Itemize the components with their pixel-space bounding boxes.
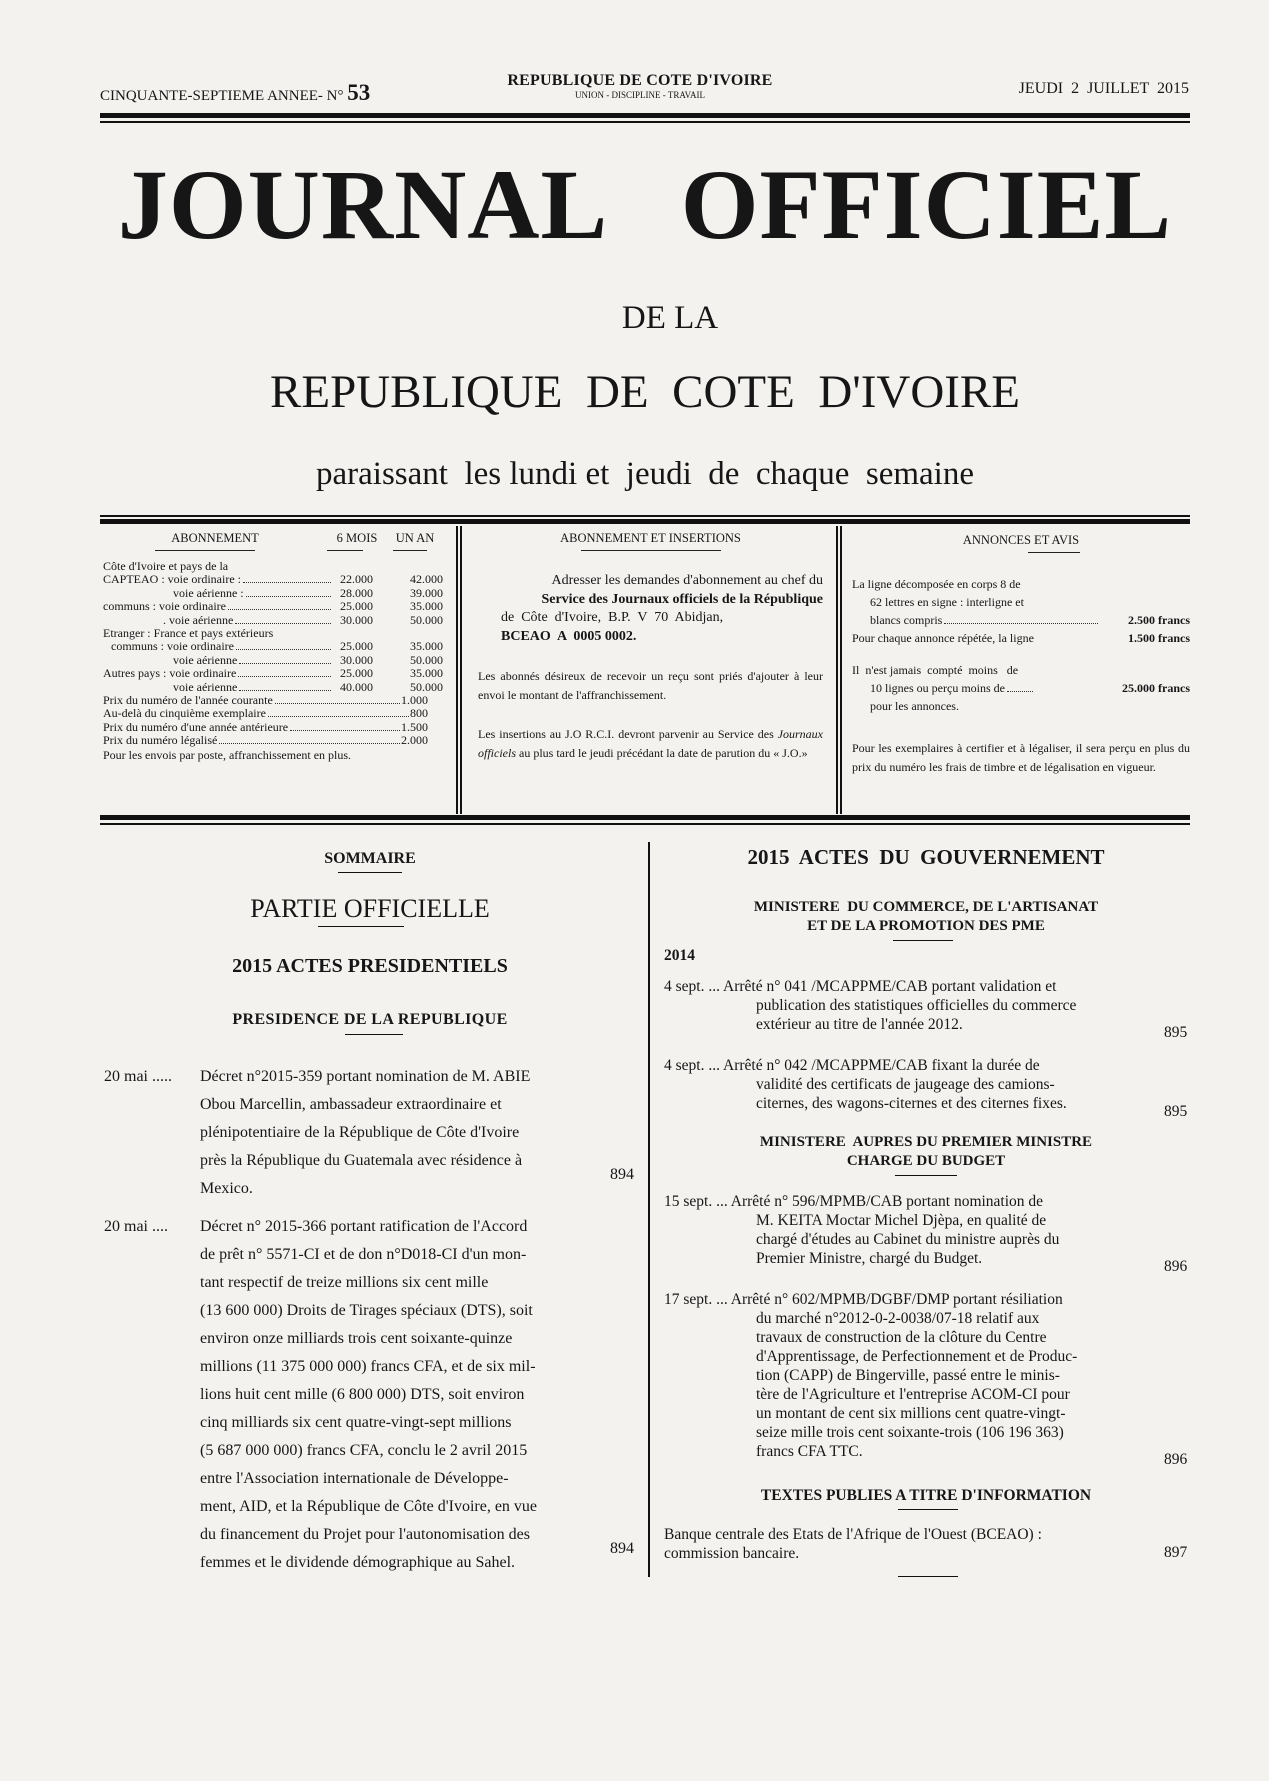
subscription-6m-value: 25.000 [340, 666, 373, 681]
country-name: REPUBLIQUE DE COTE D'IVOIRE [507, 72, 773, 89]
subscription-row-text: communs : voie ordinaire [103, 599, 226, 614]
price-label: Prix du numéro légalisé [103, 733, 218, 748]
entry-line: Mexico. [200, 1180, 253, 1197]
subscription-1y-value [373, 627, 443, 640]
entry-line: travaux de construction de la clôture du Centre [756, 1329, 1047, 1346]
subscription-1y-value: 50.000 [410, 612, 443, 627]
subscription-row-text: CAPTEAO : voie ordinaire : [103, 572, 241, 587]
box-divider-1b [460, 526, 462, 814]
entry-line: tion (CAPP) de Bingerville, passé entre le minis- [756, 1367, 1060, 1384]
subscription-row-label [103, 667, 333, 680]
entry-text [200, 1063, 600, 1203]
address-intro: Adresser les demandes d'abonnement au chef du [551, 573, 823, 588]
subscription-row [103, 560, 443, 573]
orci-note [478, 725, 823, 762]
gouvernement-entry[interactable] [664, 1056, 1188, 1120]
column-divider [648, 842, 650, 1577]
entry-page: 896 [1164, 1258, 1188, 1275]
price-row [103, 734, 443, 747]
address-service: Service des Journaux officiels de la République [541, 591, 823, 607]
price-label: Prix du numéro de l'année courante [103, 693, 273, 708]
receipt-note: Les abonnés désireux de recevoir un reçu sont priés d'ajouter à leur envoi le montant de l'affranchissement. [478, 669, 823, 702]
ministry-budget-line2: CHARGE DU BUDGET [846, 1153, 1006, 1169]
entry-line: Premier Ministre, chargé du Budget. [756, 1250, 983, 1267]
textes-heading: TEXTES PUBLIES A TITRE D'INFORMATION [760, 1487, 1092, 1504]
sommaire-heading: SOMMAIRE [324, 850, 416, 867]
subscription-row-text: Côte d'Ivoire et pays de la [103, 559, 229, 573]
country-header [470, 72, 810, 100]
textes-underline [898, 1509, 958, 1510]
subscription-header-label: ABONNEMENT [171, 531, 259, 545]
box-divider-2 [836, 526, 838, 814]
issue-date: JEUDI 2 JUILLET 2015 [1018, 80, 1189, 97]
annonce-line4-price: 1.500 francs [1128, 631, 1190, 645]
annonces-panel [852, 532, 1190, 776]
ministry-commerce-underline [893, 940, 953, 941]
subscription-header [103, 530, 443, 546]
minimum-rates [852, 661, 1190, 715]
subscription-row-text: voie aérienne [173, 679, 238, 694]
subscription-row [103, 573, 443, 586]
annonces-header: ANNONCES ET AVIS [962, 533, 1080, 547]
subscription-1y-value: 50.000 [410, 679, 443, 694]
sommaire-underline [338, 872, 402, 873]
entry-line: francs CFA TTC. [756, 1443, 863, 1460]
subscription-row-label [103, 614, 333, 627]
entry-date: 20 mai ..... [104, 1068, 172, 1085]
insertions-panel [478, 530, 823, 762]
annonce-line3 [852, 611, 1190, 629]
subscription-6m-value: 25.000 [340, 639, 373, 654]
issue-info [100, 80, 370, 106]
gouvernement-heading: 2015 ACTES DU GOUVERNEMENT [747, 845, 1105, 869]
subscription-row [103, 654, 443, 667]
entry-line: tant respectif de treize millions six cent mille [200, 1274, 489, 1291]
textes-end-rule [898, 1576, 958, 1577]
entry-page: 895 [1164, 1024, 1188, 1041]
price-value: 2.000 [401, 733, 428, 748]
entry-line: publication des statistiques officielles du commerce [756, 997, 1077, 1014]
entry-line: (13 600 000) Droits de Tirages spéciaux (DTS), soit [200, 1302, 533, 1319]
subscription-row [103, 640, 443, 653]
subscription-row [103, 667, 443, 680]
annonce-min2 [852, 679, 1190, 697]
textes-entry[interactable] [664, 1525, 1162, 1563]
subscription-header-1y: UN AN [395, 531, 435, 545]
subscription-1y-value: 35.000 [410, 599, 443, 614]
subscription-row-label [103, 640, 333, 653]
issue-number: 53 [347, 80, 371, 105]
subscription-6m-value: 30.000 [340, 652, 373, 667]
entry-line: Décret n°2015-359 portant nomination de M. ABIE [200, 1068, 531, 1085]
entry-date: 20 mai .... [104, 1218, 168, 1235]
gouvernement-entry[interactable] [664, 1290, 1188, 1468]
ministry-commerce-line2: ET DE LA PROMOTION DES PME [807, 918, 1045, 934]
subscription-row [103, 614, 443, 627]
price-row [103, 721, 443, 734]
certify-note: Pour les exemplaires à certifier et à légaliser, il sera perçu en plus du prix du numéro les frais de timbre et de légalisation en vigueur. [852, 741, 1190, 774]
subscription-6m-value [333, 627, 373, 640]
annonce-min3: pour les annonces. [870, 699, 959, 713]
box-bottom-rule-thin [100, 823, 1190, 825]
entry-line: d'Apprentissage, de Perfectionnement et de Produc- [756, 1348, 1078, 1365]
annonce-line1: La ligne décomposée en corps 8 de [852, 577, 1021, 591]
annonce-line2: 62 lettres en signe : interligne et [870, 595, 1024, 609]
subscription-1y-value [373, 560, 443, 573]
gouvernement-entry[interactable] [664, 977, 1188, 1041]
subscription-1y-value: 42.000 [410, 572, 443, 587]
box-divider-2b [840, 526, 842, 814]
ministry-commerce-line1: MINISTERE DU COMMERCE, DE L'ARTISANAT [753, 899, 1099, 915]
subscription-row [103, 600, 443, 613]
insertions-header: ABONNEMENT ET INSERTIONS [560, 531, 741, 545]
price-value: 1.500 [401, 719, 428, 734]
entry-line: cinq milliards six cent quatre-vingt-sept millions [200, 1414, 512, 1431]
entry-line: plénipotentiaire de la République de Côte d'Ivoire [200, 1124, 520, 1141]
textes-line2: commission bancaire. [664, 1545, 800, 1562]
subscription-rates [103, 560, 443, 694]
price-label: Au-delà du cinquième exemplaire [103, 706, 266, 721]
annonce-line3-price: 2.500 francs [1128, 613, 1190, 627]
entry-first-line [664, 977, 1162, 996]
subscription-6m-value: 28.000 [340, 585, 373, 600]
entry-page: 896 [1164, 1451, 1188, 1468]
entry-line: citernes, des wagons-citernes et des citernes fixes. [756, 1095, 1067, 1112]
subscription-row-text: . voie aérienne [163, 612, 234, 627]
presidence-underline [345, 1034, 403, 1035]
publication-frequency: paraissant les lundi et jeudi de chaque semaine [316, 456, 974, 492]
ministry-budget [662, 1133, 1190, 1171]
entry-line: millions (11 375 000 000) francs CFA, et de six mil- [200, 1358, 536, 1375]
republic-name: REPUBLIQUE DE COTE D'IVOIRE [270, 366, 1020, 418]
box-divider-1 [456, 526, 458, 814]
entry-page: 894 [610, 1166, 634, 1183]
entry-first-line [664, 1192, 1162, 1211]
postal-note: Pour les envois par poste, affranchissement en plus. [103, 747, 352, 762]
subscription-row [103, 587, 443, 600]
annonce-line4-label: Pour chaque annonce répétée, la ligne [852, 631, 1034, 645]
address-bank: BCEAO A 0005 0002. [501, 628, 637, 644]
entry-first-line [664, 1290, 1162, 1309]
line-rates [852, 575, 1190, 647]
partie-underline [318, 926, 404, 927]
entry-title: Arrêté n° 042 /MCAPPME/CAB fixant la durée de [723, 1057, 1040, 1074]
subscription-row-text: Etranger : France et pays extérieurs [103, 626, 274, 641]
entry-line: un montant de cent six millions cent quatre-vingt- [756, 1405, 1066, 1422]
subscription-row [103, 681, 443, 694]
subscription-row-label [103, 560, 333, 573]
price-row [103, 707, 443, 720]
price-value: 1.000 [401, 693, 428, 708]
entry-line: du marché n°2012-0-2-0038/07-18 relatif aux [756, 1310, 1040, 1327]
entry-title: Arrêté n° 602/MPMB/DGBF/DMP portant résiliation [730, 1291, 1063, 1308]
subscription-row-label [103, 681, 333, 694]
annonce-min1: Il n'est jamais compté moins de [852, 663, 1019, 677]
annonce-line3-label: blancs compris [870, 613, 943, 627]
journal-title: JOURNAL OFFICIEL [117, 149, 1173, 260]
entry-line: femmes et le dividende démographique au Sahel. [200, 1554, 516, 1571]
sommaire-entry[interactable] [104, 1213, 644, 1577]
subscription-6m-value: 25.000 [340, 599, 373, 614]
subscription-header-6m: 6 MOIS [336, 531, 378, 545]
subscription-row-label [103, 654, 333, 667]
textes-page: 897 [1164, 1544, 1188, 1561]
entry-line: Obou Marcellin, ambassadeur extraordinaire et [200, 1096, 502, 1113]
insertions-address [478, 572, 823, 646]
orci-before: Les insertions au J.O R.C.I. devront parvenir au Service des [478, 727, 778, 741]
subscription-1y-value: 35.000 [410, 639, 443, 654]
textes-line1: Banque centrale des Etats de l'Afrique de l'Ouest (BCEAO) : [664, 1526, 1042, 1543]
subscription-6m-value: 30.000 [340, 612, 373, 627]
ministry-commerce [662, 898, 1190, 936]
subscription-panel [103, 530, 443, 762]
entry-page: 894 [610, 1540, 634, 1557]
annonce-line4 [852, 629, 1190, 647]
box-top-rule-thin [100, 515, 1190, 517]
gouvernement-entry[interactable] [664, 1192, 1188, 1275]
entry-line: ment, AID, et la République de Côte d'Ivoire, en vue [200, 1498, 538, 1515]
address-place: de Côte d'Ivoire, B.P. V 70 Abidjan, [501, 610, 724, 625]
de-la: DE LA [621, 300, 719, 336]
entry-line: M. KEITA Moctar Michel Djèpa, en qualité de [756, 1212, 1047, 1229]
entry-date: 4 sept. ... [664, 978, 723, 995]
price-label: Prix du numéro d'une année antérieure [103, 719, 289, 734]
actes-presidentiels: 2015 ACTES PRESIDENTIELS [232, 955, 508, 977]
subscription-row-text: Autres pays : voie ordinaire [103, 666, 237, 681]
subscription-1y-value: 50.000 [410, 652, 443, 667]
year-label: 2014 [664, 947, 695, 964]
orci-after: au plus tard le jeudi précédant la date de parution du « J.O.» [516, 745, 808, 760]
partie-officielle: PARTIE OFFICIELLE [250, 894, 490, 923]
entry-line: validité des certificats de jaugeage des camions- [756, 1076, 1055, 1093]
motto: UNION - DISCIPLINE - TRAVAIL [575, 90, 705, 100]
entry-line: entre l'Association internationale de Développe- [200, 1470, 509, 1487]
subscription-row-label [103, 600, 333, 613]
entry-text [200, 1213, 600, 1577]
entry-line: lions huit cent mille (6 800 000) DTS, soit environ [200, 1386, 525, 1403]
subscription-6m-value: 22.000 [340, 572, 373, 587]
price-row [103, 694, 443, 707]
box-top-rule-thick [100, 519, 1190, 524]
entry-line: près la République du Guatemala avec résidence à [200, 1152, 523, 1169]
annonce-min2-price: 25.000 francs [1122, 681, 1190, 695]
subscription-6m-value [333, 560, 373, 573]
entry-line: du financement du Projet pour l'autonomisation des [200, 1526, 530, 1543]
subscription-row-text: voie aérienne [173, 652, 238, 667]
entry-line: extérieur au titre de l'année 2012. [756, 1016, 963, 1033]
price-value: 800 [410, 706, 428, 721]
subscription-prices [103, 694, 443, 748]
entry-first-line [664, 1056, 1162, 1075]
masthead-top-rule-thick [100, 113, 1190, 118]
subscription-1y-value: 39.000 [410, 585, 443, 600]
entry-date: 4 sept. ... [664, 1057, 723, 1074]
annonce-min2-label: 10 lignes ou perçu moins de [870, 681, 1005, 695]
subscription-row-label [103, 573, 333, 586]
subscription-row [103, 627, 443, 640]
entry-date: 17 sept. ... [664, 1291, 731, 1308]
entry-line: seize mille trois cent soixante-trois (106 196 363) [756, 1424, 1064, 1441]
ministry-budget-line1: MINISTERE AUPRES DU PREMIER MINISTRE [759, 1134, 1093, 1150]
sommaire-entry[interactable] [104, 1063, 644, 1203]
subscription-6m-value: 40.000 [340, 679, 373, 694]
presidence-heading: PRESIDENCE DE LA REPUBLIQUE [232, 1011, 508, 1028]
masthead-top-rule-thin [100, 121, 1190, 123]
entry-title: Arrêté n° 596/MPMB/CAB portant nomination de [730, 1193, 1044, 1210]
entry-line: environ onze milliards trois cent soixante-quinze [200, 1330, 513, 1347]
subscription-row-text: communs : voie ordinaire [111, 639, 234, 654]
entry-line: tère de l'Agriculture et l'entreprise ACOM-CI pour [756, 1386, 1070, 1403]
subscription-1y-value: 35.000 [410, 666, 443, 681]
ministry-budget-underline [895, 1175, 957, 1176]
entry-date: 15 sept. ... [664, 1193, 731, 1210]
subscription-row-label [103, 627, 333, 640]
entry-line: Décret n° 2015-366 portant ratification de l'Accord [200, 1218, 528, 1235]
entry-page: 895 [1164, 1103, 1188, 1120]
entry-line: de prêt n° 5571-CI et de don n°D018-CI d'un mon- [200, 1246, 527, 1263]
entry-title: Arrêté n° 041 /MCAPPME/CAB portant validation et [723, 978, 1057, 995]
entry-line: (5 687 000 000) francs CFA, conclu le 2 avril 2015 [200, 1442, 528, 1459]
subscription-row-label [103, 587, 333, 600]
year-prefix: CINQUANTE-SEPTIEME ANNEE- N° [100, 88, 344, 104]
orci-italic: Journaux officiels [478, 727, 823, 760]
entry-line: chargé d'études au Cabinet du ministre auprès du [756, 1231, 1060, 1248]
box-bottom-rule-thick [100, 815, 1190, 820]
subscription-row-text: voie aérienne : [173, 585, 244, 600]
